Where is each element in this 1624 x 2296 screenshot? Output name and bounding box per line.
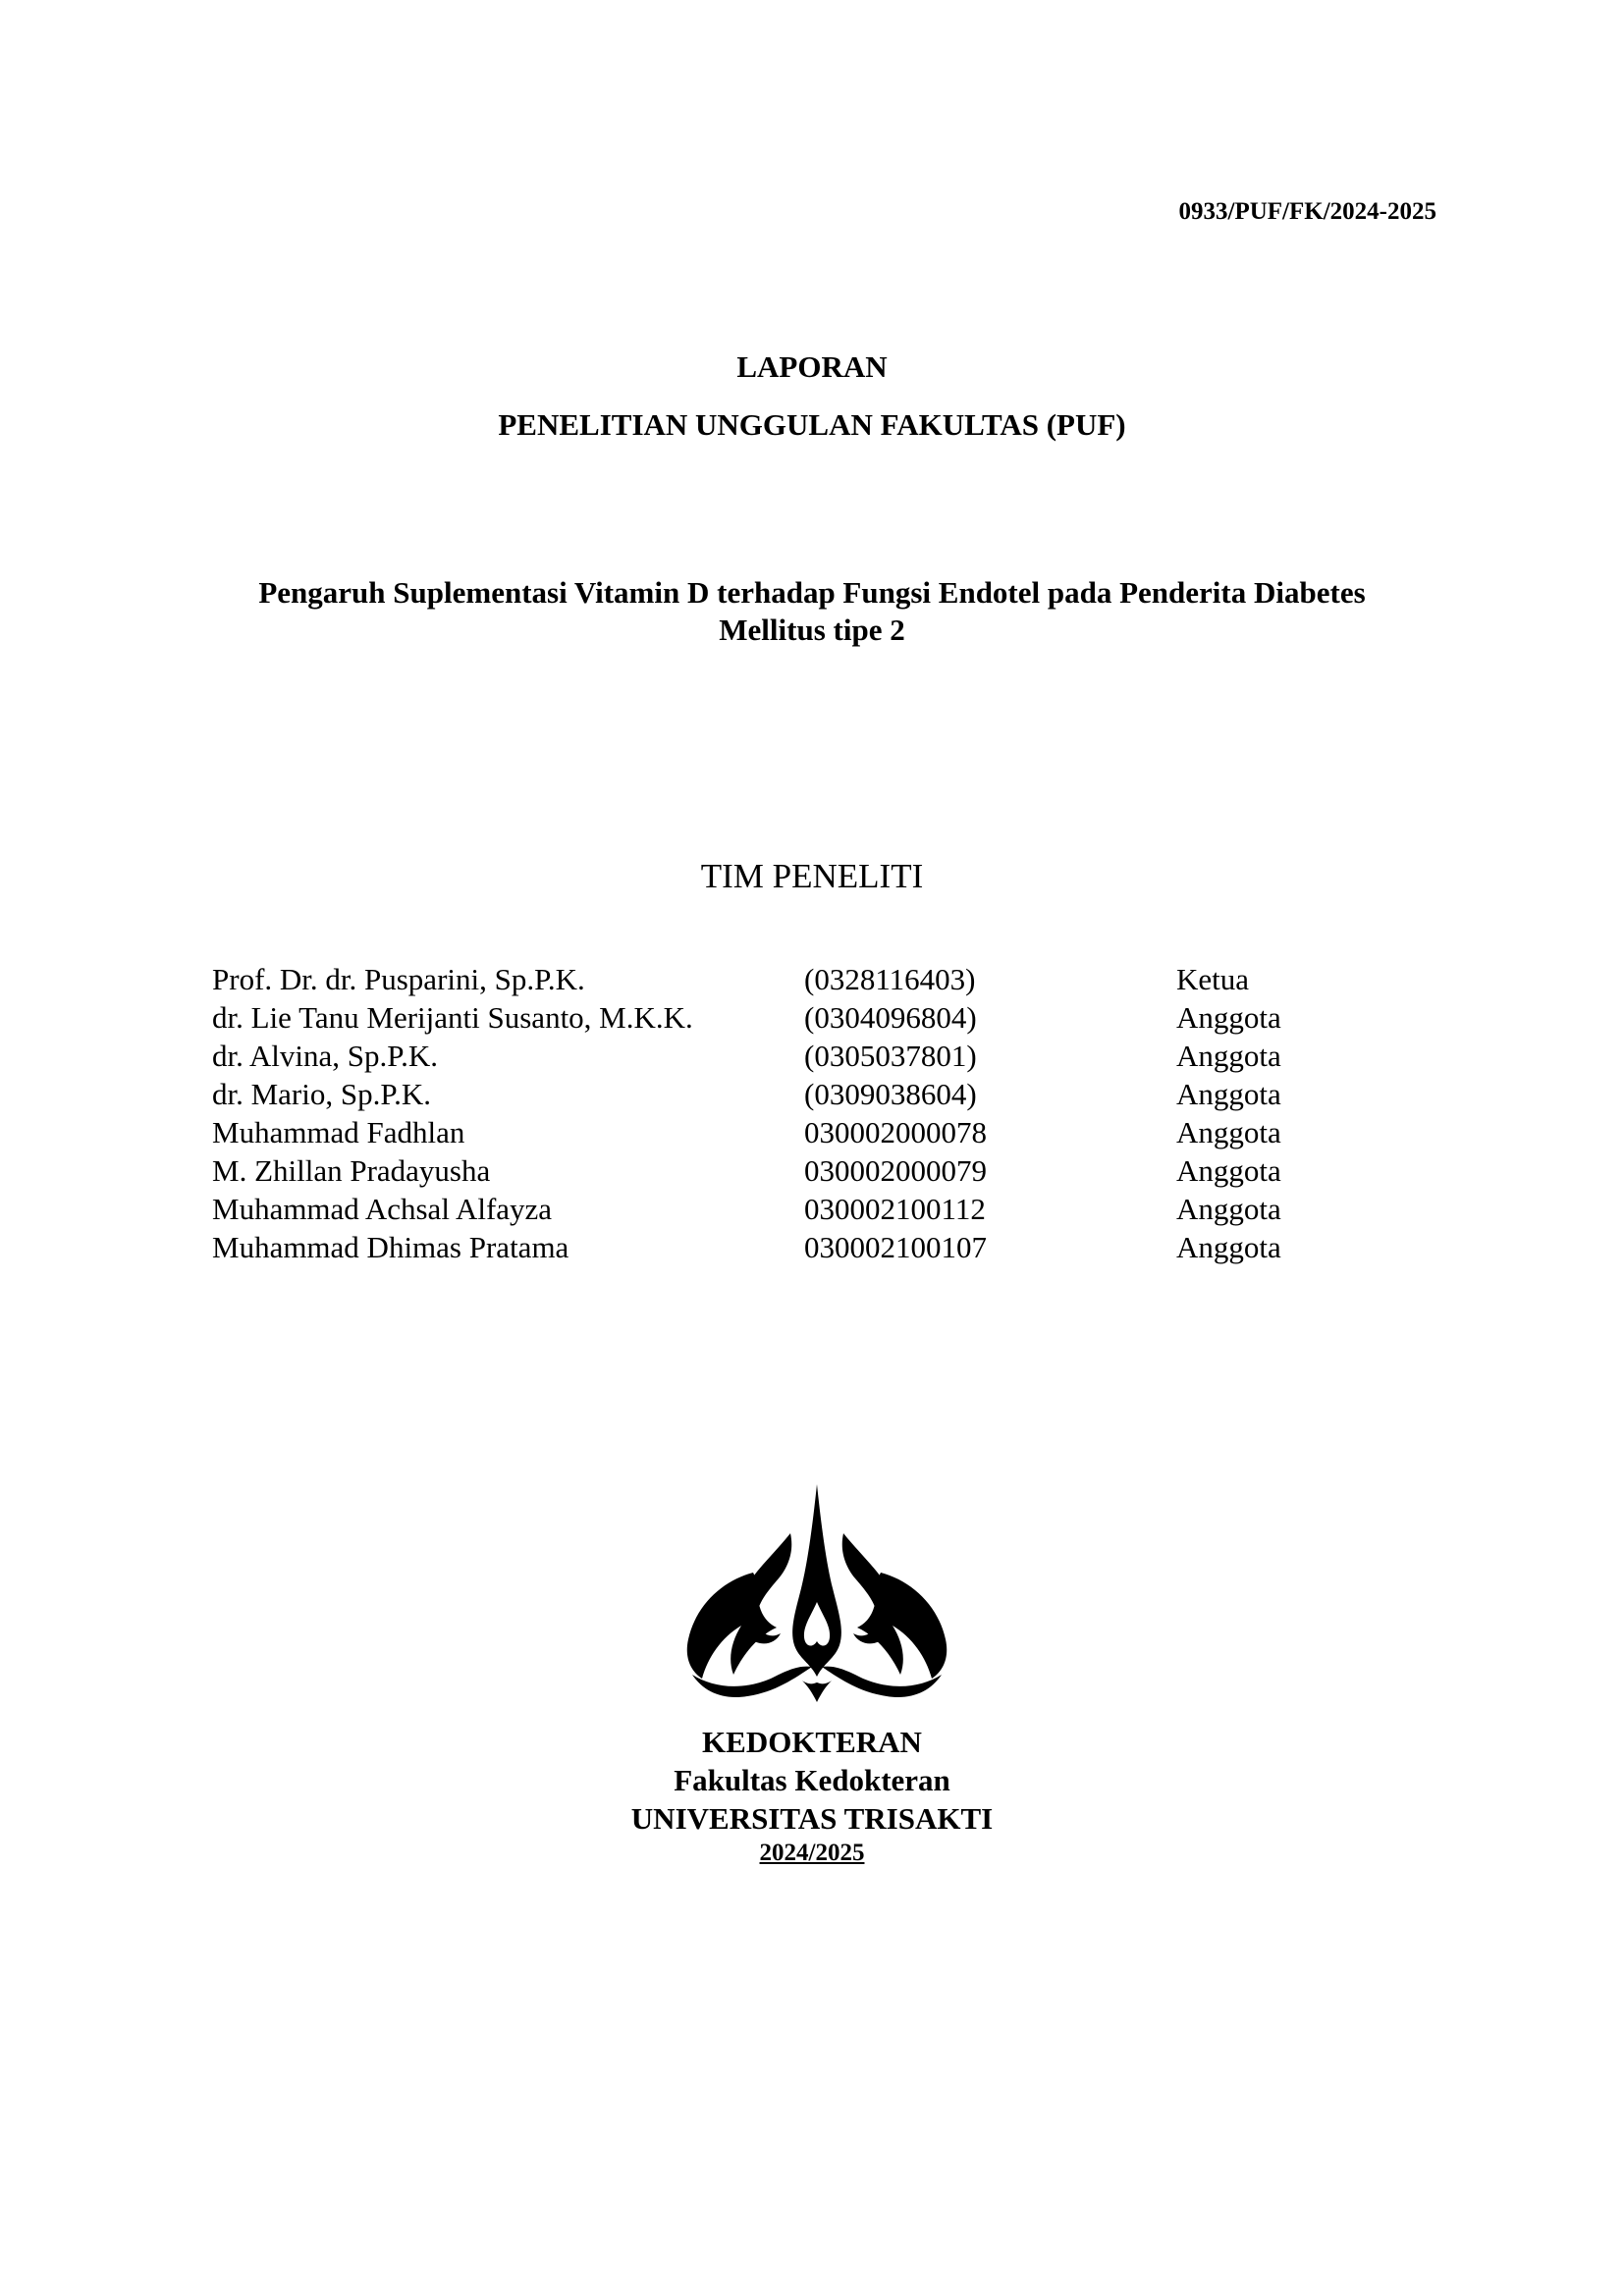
team-row [212,998,1324,1037]
member-role: Anggota [1176,1153,1281,1188]
member-name: Prof. Dr. dr. Pusparini, Sp.P.K. [212,962,585,996]
member-role: Anggota [1176,1000,1281,1035]
research-title-line-1: Pengaruh Suplementasi Vitamin D terhadap Fungsi Endotel pada Penderita Diabetes [258,575,1366,610]
team-row [212,1037,1324,1075]
research-title [0,574,1624,649]
member-name: dr. Mario, Sp.P.K. [212,1077,432,1111]
footer-university: UNIVERSITAS TRISAKTI [630,1801,994,1836]
member-id: (0328116403) [804,962,976,996]
member-role: Anggota [1176,1230,1281,1264]
member-id: 030002100112 [804,1192,986,1226]
member-id: 030002000079 [804,1153,987,1188]
team-row [212,960,1324,998]
report-label: LAPORAN [736,349,888,384]
member-role: Anggota [1176,1039,1281,1073]
member-name: Muhammad Dhimas Pratama [212,1230,569,1264]
member-name: Muhammad Fadhlan [212,1115,465,1149]
member-id: 030002000078 [804,1115,987,1149]
member-role: Anggota [1176,1077,1281,1111]
team-row [212,1228,1324,1266]
member-name: M. Zhillan Pradayusha [212,1153,491,1188]
document-number: 0933/PUF/FK/2024-2025 [1178,198,1436,225]
member-role: Anggota [1176,1115,1281,1149]
member-name: Muhammad Achsal Alfayza [212,1192,553,1226]
program-title: PENELITIAN UNGGULAN FAKULTAS (PUF) [498,407,1126,442]
team-heading: TIM PENELITI [700,857,924,895]
member-id: (0305037801) [804,1039,977,1073]
team-row [212,1075,1324,1113]
member-name: dr. Alvina, Sp.P.K. [212,1039,438,1073]
member-id: (0309038604) [804,1077,977,1111]
member-id: 030002100107 [804,1230,987,1264]
team-row [212,1151,1324,1190]
member-name: dr. Lie Tanu Merijanti Susanto, M.K.K. [212,1000,693,1035]
member-role: Anggota [1176,1192,1281,1226]
member-id: (0304096804) [804,1000,977,1035]
team-row [212,1190,1324,1228]
footer-department: KEDOKTERAN [702,1725,922,1759]
member-role: Ketua [1176,962,1250,996]
team-table [212,960,1324,1266]
university-emblem-icon [684,1482,949,1703]
footer-faculty: Fakultas Kedokteran [674,1763,950,1797]
research-title-line-2: Mellitus tipe 2 [719,613,905,647]
footer-year: 2024/2025 [759,1840,865,1866]
team-row [212,1113,1324,1151]
